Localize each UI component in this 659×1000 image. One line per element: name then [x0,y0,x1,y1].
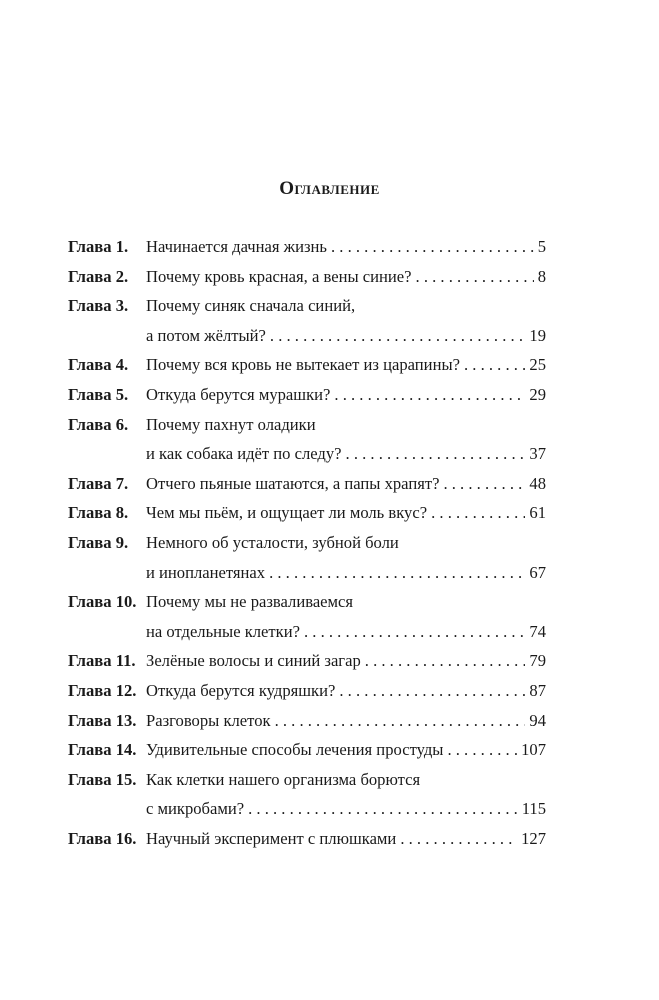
chapter-label: Глава 3. [68,296,129,316]
toc-entry[interactable] [68,765,546,824]
toc-entry-line [68,528,546,558]
toc-entry-line [68,262,546,292]
page-number: 67 [529,562,546,582]
dot-leader [270,321,526,351]
toc-entry-line [68,735,546,765]
chapter-title: Научный эксперимент с плюшками [146,828,397,848]
chapter-title: с микробами? [146,799,245,819]
chapter-title: Почему кровь красная, а вены синие? [146,266,412,286]
chapter-title: а потом жёлтый? [146,325,266,345]
chapter-title: и инопланетянах [146,562,266,582]
toc-entry-line [68,587,546,617]
chapter-label: Глава 16. [68,828,137,848]
dot-leader [400,824,517,854]
chapter-title: Почему мы не разваливаемся [146,592,354,612]
chapter-label: Глава 8. [68,503,129,523]
page-number: 19 [529,325,546,345]
toc-entry-line [68,410,546,440]
toc-entry-line [68,646,546,676]
toc-entry[interactable] [68,646,546,676]
chapter-label: Глава 2. [68,266,129,286]
chapter-title: Откуда берутся кудряшки? [146,680,336,700]
chapter-title: Почему вся кровь не вытекает из царапины? [146,355,460,375]
chapter-title: Отчего пьяные шатаются, а папы храпят? [146,473,440,493]
page-number: 8 [537,266,546,286]
dot-leader [416,262,534,292]
dot-leader [365,646,526,676]
chapter-label: Глава 5. [68,384,129,404]
chapter-label: Глава 9. [68,532,129,552]
toc-entry-line [68,498,546,528]
page-number: 61 [529,503,546,523]
dot-leader [269,558,525,588]
chapter-label: Глава 7. [68,473,129,493]
toc-entry[interactable] [68,676,546,706]
toc-entry[interactable] [68,291,546,350]
dot-leader [464,350,525,380]
toc-entry-continuation [68,321,546,351]
chapter-label: Глава 6. [68,414,129,434]
page-number: 87 [529,680,546,700]
chapter-title: Как клетки нашего организма борются [146,769,421,789]
toc-entry-continuation [68,558,546,588]
dot-leader [339,676,525,706]
chapter-title: Разговоры клеток [146,710,271,730]
page-number: 48 [529,473,546,493]
dot-leader [331,232,534,262]
toc-entry-line [68,350,546,380]
page-number: 107 [521,740,546,760]
page-number: 37 [529,444,546,464]
toc-entry-line [68,824,546,854]
toc-entry[interactable] [68,498,546,528]
toc-entry-continuation [68,439,546,469]
toc-entry-line [68,291,546,321]
chapter-title: Немного об усталости, зубной боли [146,532,399,552]
toc-entry[interactable] [68,824,546,854]
chapter-label: Глава 15. [68,769,137,789]
dot-leader [304,617,525,647]
chapter-label: Глава 12. [68,680,137,700]
toc-entry[interactable] [68,587,546,646]
page-number: 79 [529,651,546,671]
chapter-label: Глава 1. [68,237,129,256]
dot-leader [346,439,526,469]
page-number: 29 [529,384,546,404]
page-number: 74 [529,621,546,641]
toc-entry-line [68,706,546,736]
page-number: 5 [537,237,546,256]
page-title: Оглавление [279,178,380,199]
toc-entry[interactable] [68,528,546,587]
dot-leader [443,469,525,499]
table-of-contents [68,232,546,853]
dot-leader [431,498,525,528]
dot-leader [248,794,518,824]
toc-entry[interactable] [68,735,546,765]
toc-entry[interactable] [68,469,546,499]
chapter-title: и как собака идёт по следу? [146,444,342,464]
chapter-label: Глава 10. [68,592,137,612]
chapter-title: Начинается дачная жизнь [146,237,327,256]
dot-leader [447,735,517,765]
toc-entry[interactable] [68,380,546,410]
toc-entry-line [68,765,546,795]
dot-leader [334,380,525,410]
toc-entry-continuation [68,794,546,824]
page-number: 127 [521,828,546,848]
chapter-title: Почему синяк сначала синий, [146,296,356,316]
chapter-title: Чем мы пьём, и ощущает ли моль вкус? [146,503,428,523]
page-number: 115 [521,799,546,819]
toc-entry-line [68,469,546,499]
page-number: 25 [529,355,546,375]
toc-entry[interactable] [68,262,546,292]
toc-entry-line [68,676,546,706]
chapter-title: Удивительные способы лечения простуды [146,740,444,760]
chapter-title: Почему пахнут оладики [146,414,316,434]
toc-entry[interactable] [68,350,546,380]
chapter-title: Откуда берутся мурашки? [146,384,331,404]
chapter-title: Зелёные волосы и синий загар [146,651,361,671]
toc-entry[interactable] [68,410,546,469]
toc-entry-continuation [68,617,546,647]
toc-entry-line [68,380,546,410]
toc-entry[interactable] [68,706,546,736]
chapter-label: Глава 4. [68,355,129,375]
page-number: 94 [529,710,546,730]
chapter-label: Глава 11. [68,651,136,671]
toc-entry[interactable] [68,232,546,262]
dot-leader [275,706,526,736]
chapter-title: на отдельные клетки? [146,621,300,641]
chapter-label: Глава 14. [68,740,137,760]
chapter-label: Глава 13. [68,710,137,730]
toc-entry-line [68,232,546,262]
